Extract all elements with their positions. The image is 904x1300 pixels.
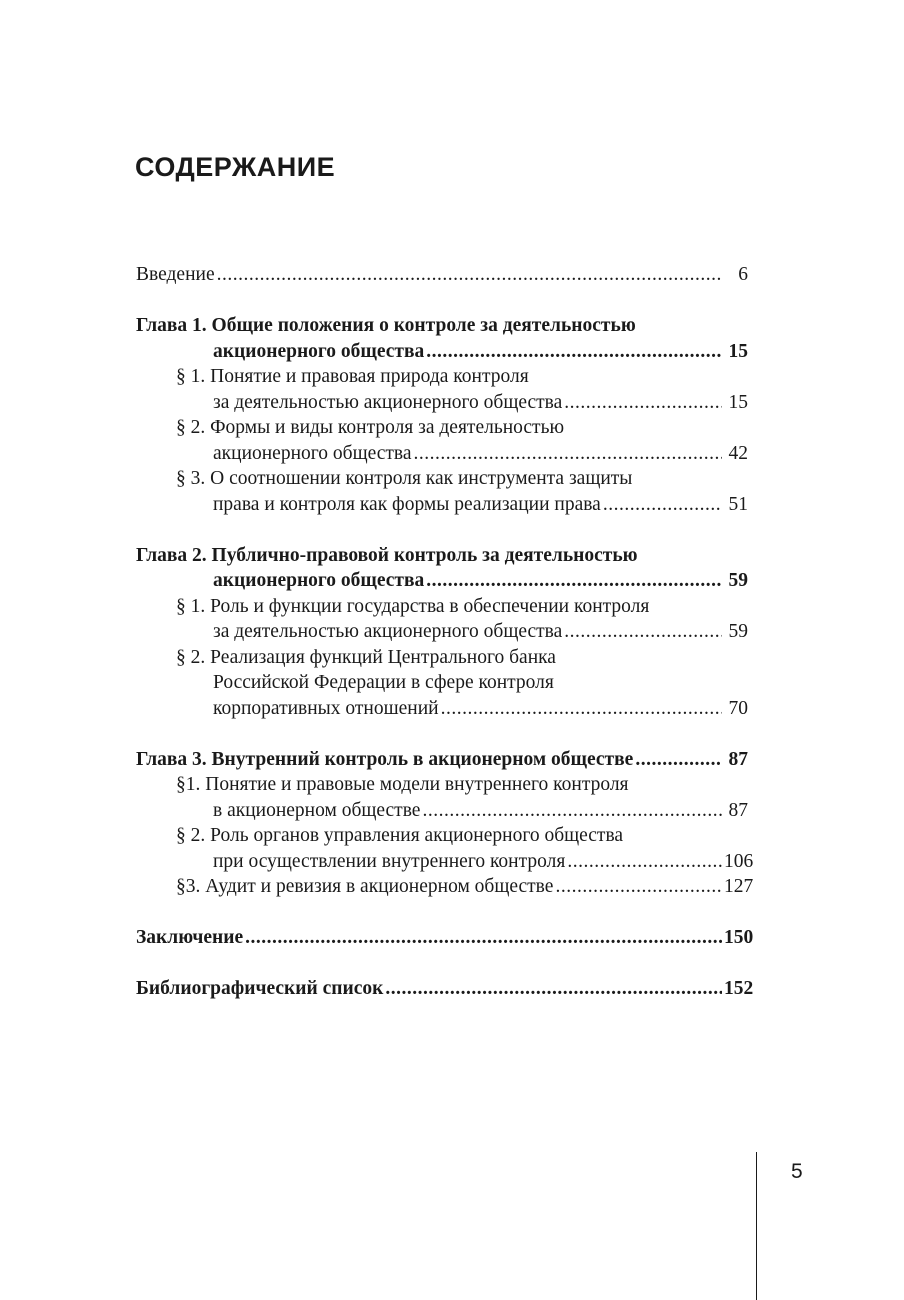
toc-page-number: 59 [728,621,748,642]
chapter-title-continuation: акционерного общества [213,340,425,362]
dot-leader [245,925,722,951]
page-title: СОДЕРЖАНИЕ [135,152,336,182]
toc-page-number: 6 [738,264,748,285]
chapter-title-continuation: акционерного общества [213,570,425,591]
toc-page-number: 70 [728,697,748,719]
section-title: § 2. Формы и виды контроля за деятельностью [176,417,565,438]
toc-section-3-1[interactable] [136,772,748,823]
toc-section-1-2[interactable] [136,415,748,466]
section-title-continuation: за деятельностью акционерного общества [213,621,563,642]
toc-entry-bibliography[interactable] [136,976,754,1002]
toc-chapter-1[interactable] [136,313,748,364]
toc-entry-label: Библиографический список [136,978,384,999]
toc-section-1-3[interactable] [136,466,748,517]
chapter-title: Глава 3. Внутренний контроль в акционерном обществе [136,748,634,770]
section-title: §3. Аудит и ревизия в акционерном обществе [176,876,554,897]
dot-leader [567,849,722,875]
margin-rule [756,1152,757,1300]
toc-entry-label: Введение [136,264,215,285]
toc-page-number: 150 [724,927,754,948]
toc-entry-introduction[interactable] [136,262,748,288]
dot-leader [422,798,722,824]
section-title: § 3. О соотношении контроля как инструмента защиты [176,468,633,489]
toc-page-number: 87 [728,748,748,770]
toc-section-3-2[interactable] [136,823,754,874]
section-title-continuation: корпоративных отношений [213,697,439,719]
dot-leader [414,441,722,467]
dot-leader [555,874,722,900]
toc-page-number: 15 [728,340,748,362]
toc-section-3-3[interactable] [136,874,754,900]
section-title: § 2. Роль органов управления акционерного общества [176,825,624,846]
dot-leader [564,619,722,645]
section-title: §1. Понятие и правовые модели внутреннего контроля [176,774,629,795]
dot-leader [441,696,722,722]
toc-chapter-3[interactable] [136,747,748,773]
section-title-continuation: права и контроля как формы реализации права [213,493,601,515]
dot-leader [564,390,722,416]
toc-page-number: 106 [724,850,754,872]
toc-page-number: 59 [728,570,748,591]
toc-entry-conclusion[interactable] [136,925,754,951]
chapter-title: Глава 2. Публично-правовой контроль за деятельностью [136,544,638,566]
toc-page-number: 42 [728,442,748,464]
section-title: § 1. Понятие и правовая природа контроля [176,366,529,387]
toc-page-number: 152 [724,978,754,999]
page-number: 5 [791,1160,803,1183]
section-title: § 1. Роль и функции государства в обеспечении контроля [176,595,650,617]
dot-leader [426,339,722,365]
toc-page-number: 87 [728,799,748,821]
toc-page-number: 15 [728,391,748,413]
toc-section-2-1[interactable] [136,594,748,645]
table-of-contents [136,262,754,1002]
dot-leader [426,568,722,594]
dot-leader [635,747,722,773]
section-title-continuation: за деятельностью акционерного общества [213,391,563,413]
dot-leader [217,262,722,288]
section-title-continuation: в акционерном обществе [213,799,421,821]
toc-entry-label: Заключение [136,927,244,948]
toc-section-2-2[interactable] [136,645,748,722]
section-title-continuation: Российской Федерации в сфере контроля [213,672,554,693]
toc-section-1-1[interactable] [136,364,748,415]
toc-chapter-2[interactable] [136,543,748,594]
section-title-continuation: при осуществлении внутреннего контроля [213,850,566,872]
chapter-title: Глава 1. Общие положения о контроле за деятельностью [136,315,636,336]
dot-leader [603,492,722,518]
dot-leader [385,976,722,1002]
section-title: § 2. Реализация функций Центрального банка [176,646,556,668]
toc-page-number: 51 [728,493,748,515]
toc-page-number: 127 [724,876,754,897]
section-title-continuation: акционерного общества [213,442,412,464]
